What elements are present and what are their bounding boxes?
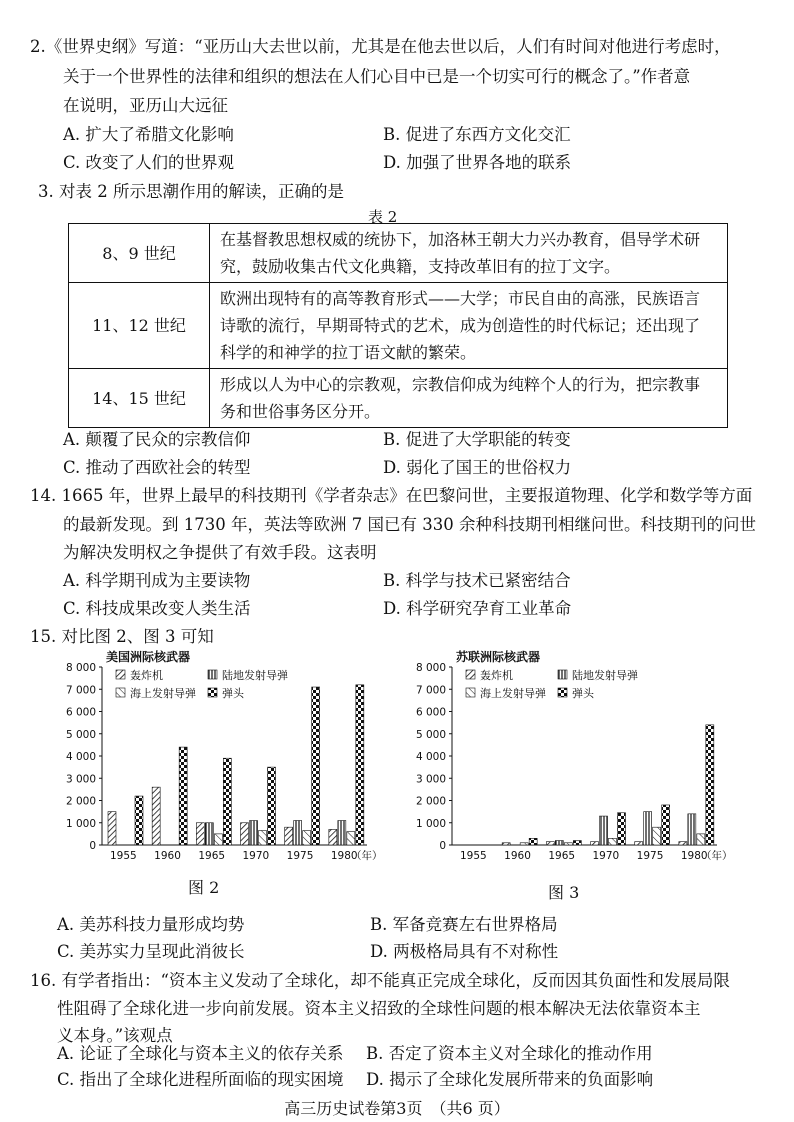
q13-option-d[interactable]: D. 弱化了国王的世俗权力 bbox=[383, 458, 572, 477]
table-cell-period: 14、15 世纪 bbox=[69, 369, 210, 428]
y-tick-label: 5 000 bbox=[415, 728, 446, 741]
bar-bomber bbox=[329, 829, 337, 845]
bar-sea-missile bbox=[697, 834, 705, 845]
legend-swatch bbox=[558, 688, 567, 697]
y-tick-label: 8 000 bbox=[415, 662, 446, 674]
q14-stem-line2: 的最新发现。到 1730 年，英法等欧洲 7 国已有 330 余种科技期刊相继问世。科技期刊的问世 bbox=[63, 515, 756, 534]
bar-bomber bbox=[108, 812, 116, 845]
table-cell-text bbox=[210, 283, 728, 369]
q12-option-b[interactable]: B. 促进了东西方文化交汇 bbox=[383, 125, 571, 144]
bar-warhead bbox=[618, 813, 626, 845]
x-axis-unit: （年） bbox=[351, 850, 383, 862]
bar-warhead bbox=[312, 687, 320, 845]
q12-stem-line3: 在说明，亚历山大远征 bbox=[63, 96, 228, 115]
bar-land-missile bbox=[644, 812, 652, 845]
q14-stem-line3: 为解决发明权之争提供了有效手段。这表明 bbox=[63, 543, 377, 562]
y-tick-label: 7 000 bbox=[415, 684, 446, 697]
q12-option-a[interactable]: A. 扩大了希腊文化影响 bbox=[63, 125, 234, 144]
q14-option-a[interactable]: A. 科学期刊成为主要读物 bbox=[63, 571, 251, 590]
table-cell-line: 欧洲出现特有的高等教育形式——大学；市民自由的高涨，民族语言 bbox=[220, 289, 701, 308]
x-tick-label: 1970 bbox=[242, 850, 270, 862]
q15-option-c[interactable]: C. 美苏实力呈现此消彼长 bbox=[57, 942, 245, 961]
x-tick-label: 1960 bbox=[504, 850, 531, 862]
q15-option-b[interactable]: B. 军备竞赛左右世界格局 bbox=[370, 915, 558, 934]
page-footer: 高三历史试卷第3页 （共6 页） bbox=[284, 1099, 510, 1118]
legend-label: 海上发射导弹 bbox=[130, 687, 196, 700]
y-tick-label: 8 000 bbox=[65, 662, 96, 674]
bar-land-missile bbox=[600, 816, 608, 845]
x-axis-unit: （年） bbox=[701, 850, 733, 862]
q15-option-d[interactable]: D. 两极格局具有不对称性 bbox=[370, 942, 559, 961]
table-title: 表 2 bbox=[368, 208, 398, 226]
legend-label: 弹头 bbox=[222, 687, 244, 700]
bar-sea-missile bbox=[653, 827, 661, 845]
x-tick-label: 1965 bbox=[198, 850, 226, 862]
bar-land-missile bbox=[338, 821, 346, 845]
bar-warhead bbox=[223, 758, 231, 845]
x-tick-label: 1980 bbox=[680, 850, 708, 862]
legend-swatch bbox=[116, 688, 125, 697]
bar-bomber bbox=[546, 842, 554, 845]
bar-sea-missile bbox=[347, 832, 355, 845]
q14-stem-line1: 14. 1665 年，世界上最早的科技期刊《学者杂志》在巴黎问世，主要报道物理、化学和数学等方面 bbox=[30, 486, 753, 505]
y-tick-label: 2 000 bbox=[415, 795, 446, 808]
bar-land-missile bbox=[250, 821, 258, 845]
bar-bomber bbox=[502, 843, 510, 845]
y-tick-label: 0 bbox=[439, 840, 446, 852]
table-cell-line: 形成以人为中心的宗教观，宗教信仰成为纯粹个人的行为，把宗教事 bbox=[220, 375, 701, 394]
legend-label: 陆地发射导弹 bbox=[572, 669, 638, 682]
table-cell-period: 8、9 世纪 bbox=[69, 224, 210, 283]
q12-option-d[interactable]: D. 加强了世界各地的联系 bbox=[383, 153, 572, 172]
bar-sea-missile bbox=[259, 831, 267, 845]
q14-option-b[interactable]: B. 科学与技术已紧密结合 bbox=[383, 571, 571, 590]
bar-bomber bbox=[591, 842, 599, 845]
legend-swatch bbox=[208, 688, 217, 697]
legend-label: 轰炸机 bbox=[130, 669, 163, 682]
x-tick-label: 1975 bbox=[286, 850, 314, 862]
bar-bomber bbox=[152, 787, 160, 845]
table-row bbox=[69, 224, 728, 283]
us-nuclear-chart bbox=[40, 645, 390, 870]
y-tick-label: 6 000 bbox=[415, 706, 446, 719]
bar-warhead bbox=[179, 747, 187, 845]
legend-swatch bbox=[558, 670, 567, 679]
q16-stem-line1: 16. 有学者指出：“资本主义发动了全球化，却不能真正完成全球化，反而因其负面性和发展局限 bbox=[30, 971, 730, 990]
q12-stem-line2: 关于一个世界性的法律和组织的想法在人们心目中已是一个切实可行的概念了。”作者意 bbox=[63, 67, 691, 86]
x-tick-label: 1980 bbox=[330, 850, 358, 862]
bar-warhead bbox=[135, 796, 143, 845]
bar-warhead bbox=[573, 841, 581, 845]
x-tick-label: 1955 bbox=[460, 850, 487, 862]
y-tick-label: 3 000 bbox=[65, 773, 96, 786]
bar-warhead bbox=[356, 685, 364, 845]
table-cell-line: 究，鼓励收集古代文化典籍，支持改革旧有的拉丁文字。 bbox=[220, 257, 621, 276]
y-tick-label: 7 000 bbox=[65, 684, 96, 697]
table-cell-text bbox=[210, 369, 728, 428]
x-tick-label: 1965 bbox=[548, 850, 576, 862]
bar-sea-missile bbox=[609, 838, 617, 845]
y-tick-label: 1 000 bbox=[415, 817, 446, 830]
y-tick-label: 6 000 bbox=[65, 706, 96, 719]
bar-bomber bbox=[635, 842, 643, 845]
bar-land-missile bbox=[555, 841, 563, 845]
bar-warhead bbox=[662, 805, 670, 845]
bar-sea-missile bbox=[564, 843, 572, 845]
table-cell-text bbox=[210, 224, 728, 283]
legend-swatch bbox=[116, 670, 125, 679]
bar-warhead bbox=[706, 725, 714, 845]
figure-2-caption: 图 2 bbox=[188, 878, 220, 897]
figure-3-caption: 图 3 bbox=[548, 883, 580, 902]
q16-option-b[interactable]: B. 否定了资本主义对全球化的推动作用 bbox=[366, 1044, 653, 1063]
q16-stem-line3: 义本身。”该观点 bbox=[57, 1026, 173, 1045]
q14-option-d[interactable]: D. 科学研究孕育工业革命 bbox=[383, 599, 572, 618]
chart-title: 美国洲际核武器 bbox=[106, 650, 191, 664]
x-tick-label: 1975 bbox=[636, 850, 664, 862]
legend-label: 海上发射导弹 bbox=[480, 687, 546, 700]
bar-bomber bbox=[285, 827, 293, 845]
q13-option-c[interactable]: C. 推动了西欧社会的转型 bbox=[63, 458, 251, 477]
bar-land-missile bbox=[205, 823, 213, 845]
bar-warhead bbox=[268, 767, 276, 845]
q13-option-a[interactable]: A. 颠覆了民众的宗教信仰 bbox=[63, 430, 251, 449]
table-cell-line: 务和世俗事务区分开。 bbox=[220, 402, 381, 421]
bar-bomber bbox=[241, 823, 249, 845]
y-tick-label: 3 000 bbox=[415, 773, 446, 786]
q16-option-d[interactable]: D. 揭示了全球化发展所带来的负面影响 bbox=[366, 1070, 654, 1089]
chart-title: 苏联洲际核武器 bbox=[456, 650, 541, 664]
bar-sea-missile bbox=[303, 831, 311, 845]
table-cell-line: 诗歌的流行，早期哥特式的艺术，成为创造性的时代标记；还出现了 bbox=[220, 316, 701, 335]
table-cell-line: 在基督教思想权威的统协下，加洛林王朝大力兴办教育，倡导学术研 bbox=[220, 230, 701, 249]
bar-land-missile bbox=[688, 814, 696, 845]
y-tick-label: 5 000 bbox=[65, 728, 96, 741]
x-tick-label: 1960 bbox=[154, 850, 181, 862]
legend-label: 弹头 bbox=[572, 687, 594, 700]
y-tick-label: 4 000 bbox=[415, 751, 446, 763]
q13-stem: 3. 对表 2 所示思潮作用的解读，正确的是 bbox=[38, 182, 344, 201]
table-2 bbox=[68, 223, 728, 428]
table-row bbox=[69, 283, 728, 369]
bar-sea-missile bbox=[214, 834, 222, 845]
bar-warhead bbox=[529, 838, 537, 845]
q16-option-a[interactable]: A. 论证了全球化与资本主义的依存关系 bbox=[57, 1044, 344, 1063]
y-tick-label: 2 000 bbox=[65, 795, 96, 808]
legend-swatch bbox=[466, 688, 475, 697]
q15-stem: 15. 对比图 2、图 3 可知 bbox=[30, 627, 214, 646]
legend-label: 陆地发射导弹 bbox=[222, 669, 288, 682]
ussr-nuclear-chart bbox=[390, 645, 740, 870]
x-tick-label: 1970 bbox=[592, 850, 620, 862]
q12-option-c[interactable]: C. 改变了人们的世界观 bbox=[63, 153, 235, 172]
q16-option-c[interactable]: C. 指出了全球化进程所面临的现实困境 bbox=[57, 1070, 344, 1089]
x-tick-label: 1955 bbox=[110, 850, 137, 862]
bar-land-missile bbox=[294, 821, 302, 845]
table-cell-period: 11、12 世纪 bbox=[69, 283, 210, 369]
q12-stem-line1: 2.《世界史纲》写道：“亚历山大去世以前，尤其是在他去世以后，人们有时间对他进行考虑时， bbox=[30, 37, 731, 56]
q14-option-c[interactable]: C. 科技成果改变人类生活 bbox=[63, 599, 251, 618]
legend-swatch bbox=[466, 670, 475, 679]
bar-bomber bbox=[679, 842, 687, 845]
q13-option-b[interactable]: B. 促进了大学职能的转变 bbox=[383, 430, 571, 449]
y-tick-label: 1 000 bbox=[65, 817, 96, 830]
y-tick-label: 0 bbox=[89, 840, 96, 852]
table-cell-line: 科学的和神学的拉丁语文献的繁荣。 bbox=[220, 343, 477, 362]
legend-swatch bbox=[208, 670, 217, 679]
y-tick-label: 4 000 bbox=[65, 751, 96, 763]
bar-sea-missile bbox=[520, 843, 528, 845]
legend-label: 轰炸机 bbox=[480, 669, 513, 682]
q15-option-a[interactable]: A. 美苏科技力量形成均势 bbox=[57, 915, 245, 934]
table-row bbox=[69, 369, 728, 428]
q16-stem-line2: 性阻碍了全球化进一步向前发展。资本主义招致的全球性问题的根本解决无法依靠资本主 bbox=[57, 999, 701, 1018]
bar-bomber bbox=[196, 823, 204, 845]
